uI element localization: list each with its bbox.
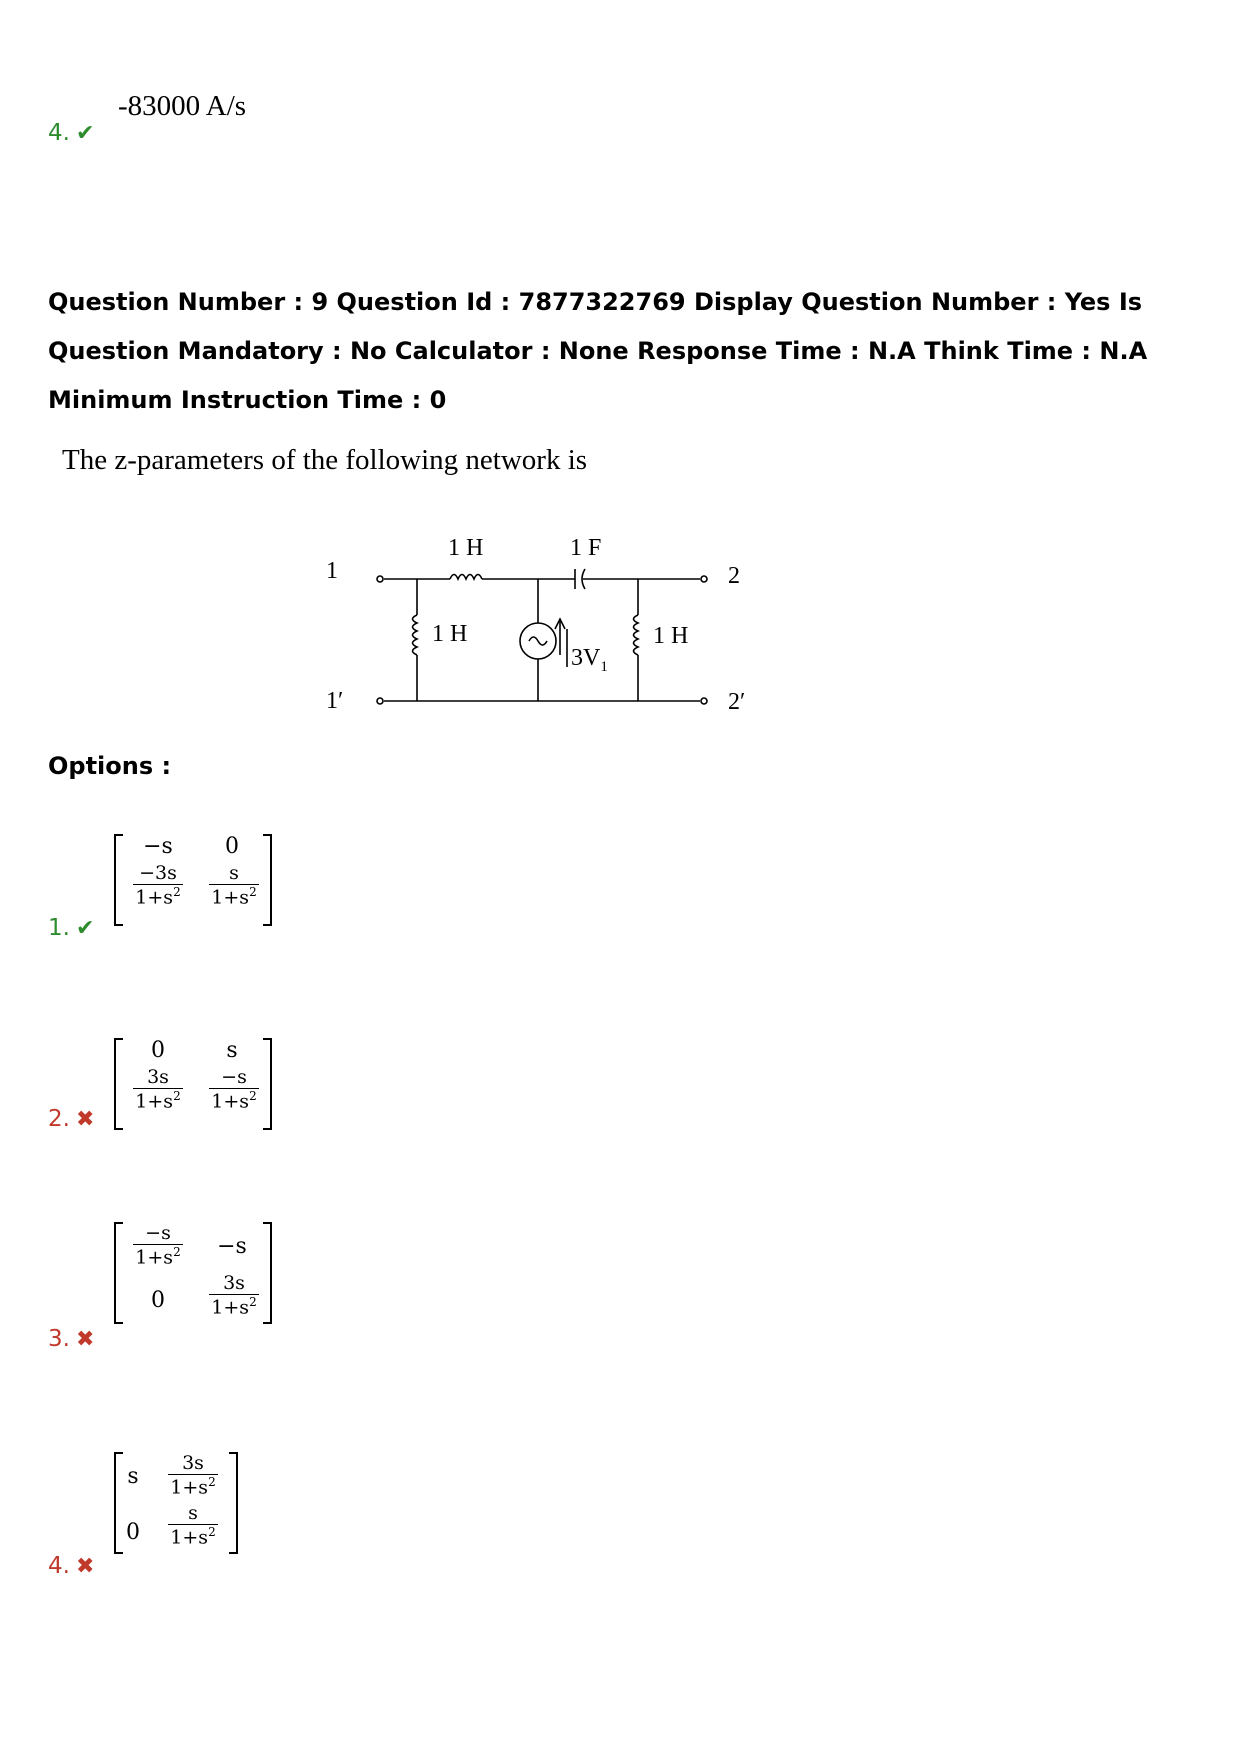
port2-top-label: 2 [728, 563, 740, 589]
option-2-z11: 0 [151, 1038, 165, 1063]
option-4-z22: $\frac{s}{1+s^2}$ [170, 1502, 216, 1549]
option-3-z22: $\frac{3s}{1+s^2}$ [211, 1272, 257, 1319]
series-inductor-label: 1 H [448, 535, 484, 561]
right-shunt-inductor [634, 615, 639, 655]
series-capacitor-label: 1 F [570, 535, 602, 561]
option-4-z11: s [127, 1464, 139, 1489]
option-1-number-label: 1. [48, 915, 70, 941]
option-1-z22: $\frac{s}{1+s^2}$ [211, 862, 257, 909]
port1-bottom-label: 1′ [326, 688, 344, 714]
left-shunt-inductor-label: 1 H [432, 621, 468, 647]
source-label-text: 3V [571, 645, 601, 671]
option-2-z12: s [226, 1038, 238, 1063]
option-4-z12: $\frac{3s}{1+s^2}$ [170, 1452, 216, 1499]
prev-option-value: -83000 A/s [118, 90, 247, 122]
left-shunt-inductor [413, 615, 418, 655]
port1-top-label: 1 [326, 558, 338, 584]
option-4-number-label: 4. [48, 1553, 70, 1579]
option-1-number [48, 915, 94, 941]
question-meta: Question Number : 9 Question Id : 7877322769 Display Question Number : Yes Is Question Mandatory : No Calculator : None Response Time : N.A Think Time : N.A Minimum Instruction Time : 0 [48, 288, 1148, 414]
series-inductor [450, 575, 482, 580]
source-label [571, 645, 608, 675]
option-2-matrix [114, 1038, 272, 1130]
prev-option-number [48, 120, 94, 146]
option-3-matrix [114, 1222, 272, 1324]
option-2-z21: $\frac{3s}{1+s^2}$ [135, 1066, 181, 1113]
option-4-z21: 0 [126, 1520, 140, 1545]
option-3-number-label: 3. [48, 1326, 70, 1352]
port2-bottom-label: 2′ [728, 689, 746, 715]
option-2-number-label: 2. [48, 1106, 70, 1132]
cross-icon: ✖ [75, 1554, 95, 1579]
options-label: Options : [48, 752, 172, 780]
option-1-z12: 0 [225, 834, 239, 859]
source-label-subscript: 1 [600, 659, 608, 675]
option-4-number [48, 1553, 94, 1579]
question-text: The z-parameters of the following network is [62, 444, 588, 476]
circuit-diagram [320, 525, 760, 725]
option-2-number [48, 1106, 94, 1132]
option-1-matrix [114, 834, 272, 926]
check-icon: ✔ [75, 916, 95, 941]
check-icon: ✔ [75, 121, 95, 146]
right-shunt-inductor-label: 1 H [653, 623, 689, 649]
option-3-z12: −s [217, 1234, 247, 1259]
cross-icon: ✖ [75, 1327, 95, 1352]
option-1-z21: $\frac{-3s}{1+s^2}$ [135, 862, 181, 909]
option-1-z11: −s [143, 834, 173, 859]
option-4-matrix [114, 1452, 238, 1554]
option-2-z22: $\frac{-s}{1+s^2}$ [211, 1066, 257, 1113]
option-3-z21: 0 [151, 1288, 165, 1313]
prev-option-number-label: 4. [48, 120, 70, 146]
option-3-z11: $\frac{-s}{1+s^2}$ [135, 1222, 181, 1269]
option-3-number [48, 1326, 94, 1352]
cross-icon: ✖ [75, 1107, 95, 1132]
